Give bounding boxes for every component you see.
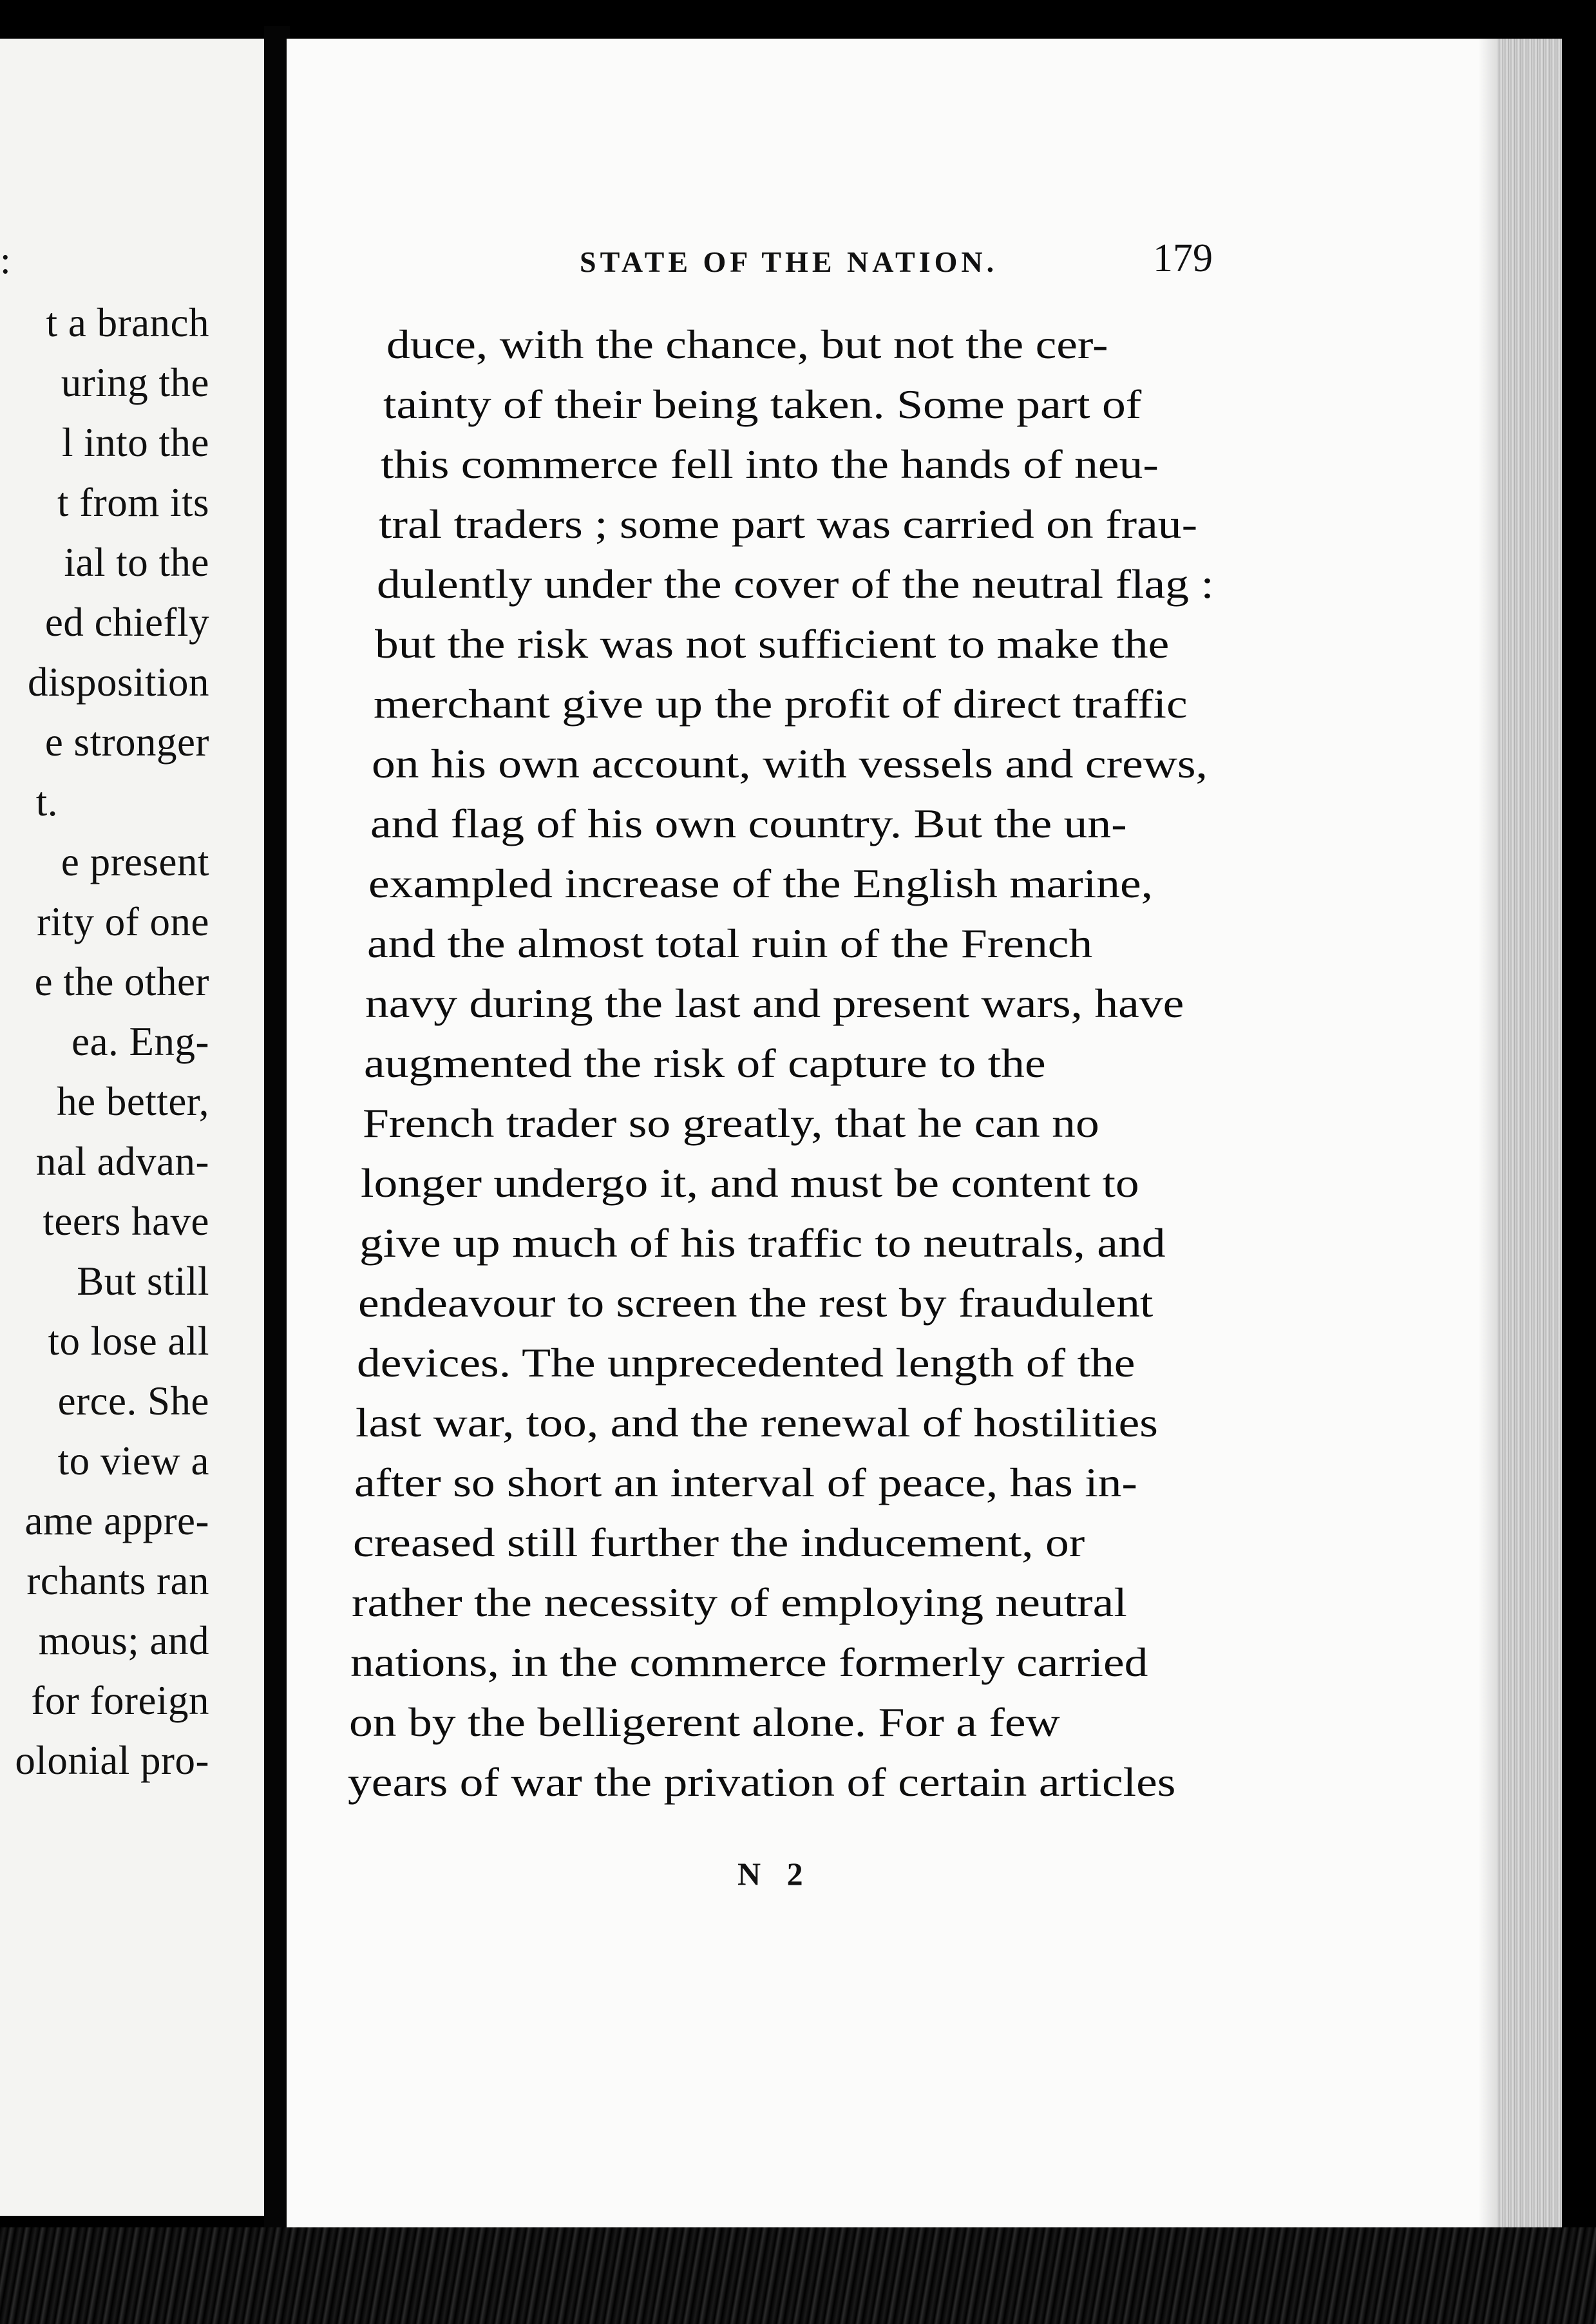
body-line: last war, too, and the renewal of hostilities — [356, 1400, 1158, 1445]
body-line: on his own account, with vessels and crews, — [372, 741, 1208, 786]
scan-bottom-edge — [0, 2227, 1596, 2324]
left-page-line: to lose all — [48, 1319, 209, 1364]
left-page-line: uring the — [61, 360, 209, 405]
page-edge-shadow — [1478, 39, 1497, 2235]
body-line: augmented the risk of capture to the — [364, 1040, 1046, 1086]
body-line: and flag of his own country. But the un- — [370, 801, 1127, 846]
body-line: endeavour to screen the rest by fraudulent — [358, 1280, 1154, 1326]
body-line: creased still further the inducement, or — [353, 1519, 1085, 1565]
body-line: merchant give up the profit of direct traffic — [374, 681, 1188, 727]
left-page-edge-mark: : — [0, 239, 11, 281]
body-line: nations, in the commerce formerly carried — [350, 1639, 1148, 1685]
left-page-line: ial to the — [64, 540, 209, 585]
left-page-line: rity of one — [37, 899, 209, 944]
body-line: years of war the privation of certain articles — [348, 1759, 1176, 1805]
left-page-line: ed chiefly — [44, 600, 209, 645]
body-line: tainty of their being taken. Some part of — [383, 381, 1142, 427]
body-line: navy during the last and present wars, have — [365, 980, 1184, 1026]
body-line: duce, with the chance, but not the cer- — [386, 321, 1108, 367]
page-number: 179 — [1153, 236, 1213, 280]
left-page-line: e present — [61, 839, 209, 884]
left-page-line: teers have — [43, 1199, 209, 1244]
left-page-line: ea. Eng- — [71, 1019, 209, 1064]
left-page-line: for foreign — [31, 1678, 209, 1723]
left-page-line: olonial pro- — [15, 1738, 209, 1783]
page-edges — [1497, 39, 1562, 2235]
body-line: but the risk was not sufficient to make the — [375, 621, 1170, 667]
body-line: give up much of his traffic to neutrals, and — [359, 1220, 1166, 1266]
left-page-line: But still — [77, 1259, 209, 1304]
left-page-line: l into the — [62, 420, 209, 465]
body-line: longer undergo it, and must be content to — [361, 1160, 1139, 1206]
body-line: devices. The unprecedented length of the — [357, 1340, 1135, 1386]
body-line: exampled increase of the English marine, — [368, 861, 1154, 906]
left-page-line: t from its — [57, 480, 209, 525]
left-page-line: nal advan- — [35, 1139, 209, 1184]
left-page-line: erce. She — [57, 1378, 209, 1424]
running-head: STATE OF THE NATION. — [580, 245, 998, 278]
body-line: rather the necessity of employing neutral — [352, 1579, 1127, 1625]
left-page-line: rchants ran — [26, 1558, 209, 1603]
body-line: French trader so greatly, that he can no — [363, 1100, 1099, 1146]
body-line: after so short an interval of peace, has in- — [354, 1460, 1137, 1505]
left-page-line: mous; and — [38, 1618, 209, 1663]
left-page-line: ame appre- — [24, 1498, 209, 1543]
left-page-line: e the other — [34, 959, 209, 1004]
left-page-line: to view a — [57, 1438, 209, 1483]
body-line: on by the belligerent alone. For a few — [349, 1699, 1060, 1745]
left-page-line: t. — [35, 779, 58, 824]
left-page-line: he better, — [57, 1079, 209, 1124]
left-page — [0, 39, 271, 2216]
body-line: tral traders ; some part was carried on frau- — [379, 501, 1198, 547]
left-page-line: t a branch — [46, 300, 209, 345]
body-line: and the almost total ruin of the French — [367, 920, 1093, 966]
binding-gutter — [264, 26, 290, 2248]
body-line: this commerce fell into the hands of neu- — [381, 441, 1159, 487]
signature-mark: N 2 — [737, 1856, 812, 1892]
body-line: dulently under the cover of the neutral flag : — [377, 561, 1214, 607]
right-page — [287, 39, 1562, 2235]
left-page-line: disposition — [27, 660, 209, 705]
left-page-line: e stronger — [44, 719, 209, 765]
